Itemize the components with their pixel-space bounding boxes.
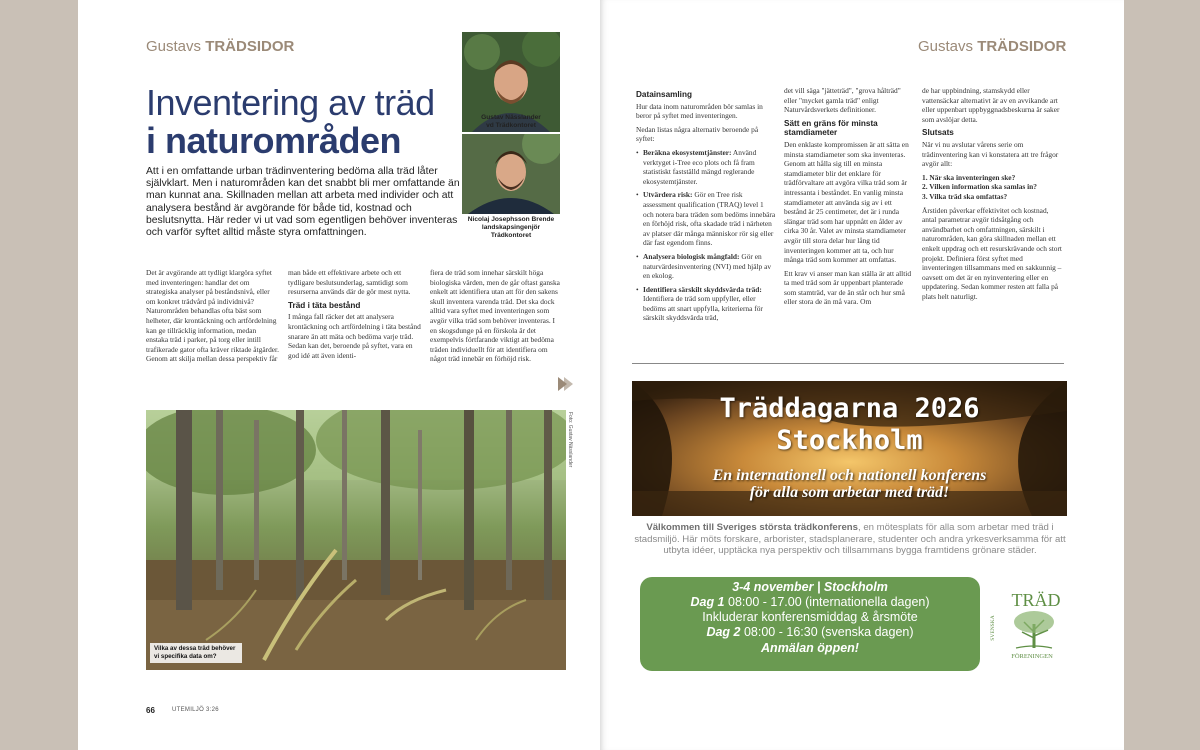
headline-line-2: i naturområden: [146, 120, 402, 161]
photo-caption: Vilka av dessa träd behöver vi specifika data om?: [150, 643, 242, 663]
day-1-extra: Inkluderar konferensmiddag & årsmöte: [702, 610, 918, 624]
event-info-box[interactable]: [640, 577, 980, 671]
right-column-3: de har uppbindning, stamskydd eller vattensäckar alternativt är av en avvikande art eller uppenbart uppbyggnadsbeskurna är saker som avslöjar detta. Slutsats När vi nu avslutar vårens serie om trädinventering kan vi konstatera att tre frågor avgör allt: 1. När ska inventeringen ske? 2. Vilken information ska samlas in? 3. Vilka träd ska omfattas? Årstiden påverkar effektivitet och kostnad, antal parametrar avgör tidsåtgång och användbarhet och omfattningen, särskilt i naturområden, kan göra skillnaden mellan ett enkelt uppdrag och ett resurskrävande och stort projekt. Definiera först syftet med inventeringen tillsammans med en sakkunnig – oavsett om det är en nyinventering eller en uppdatering. Sedan kommer resten att falla på plats helt naturligt.: [922, 86, 1062, 301]
subheading-stamdiameter: Sätt en gräns för minsta stamdiameter: [784, 118, 878, 138]
list-item: • Identifiera särskilt skyddsvärda träd: Identifiera de träd som uppfyller, eller bedöms att snart uppfylla, kriterierna för särskilt skyddsvärda träd,: [636, 285, 776, 323]
section-label-right: Gustavs TRÄDSIDOR: [918, 38, 1067, 55]
page-number: 66: [146, 706, 155, 715]
headline-line-1: Inventering av träd: [146, 82, 435, 123]
signup-link[interactable]: Anmälan öppen!: [761, 641, 859, 655]
divider: [632, 363, 1064, 364]
article-headline: [146, 84, 466, 160]
body-column-3: fiera de träd som innehar särskilt höga biologiska värden, men de går oftast ganska enkelt att identifiera utan att för den sakens skull inventera varenda träd. Det ska dock alltid vara syftet med inventeringen som avgör vilka träd som behöver inventeras. I en skogsdunge på en förskola är det exempelvis förtfarande viktigt att bedöma träden individuellt för att identifiera om något träd innebär en förhöjd risk.: [430, 268, 560, 364]
conference-banner[interactable]: [632, 381, 1067, 516]
day-1-schedule: Dag 1 08:00 - 17.00 (internationella dagen): [690, 595, 930, 609]
svg-text:FÖRENINGEN: FÖRENINGEN: [1011, 653, 1053, 660]
banner-title: Träddagarna 2026 Stockholm: [719, 393, 980, 456]
svenska-tradforeningen-logo-icon: [986, 588, 1066, 662]
list-item: • Beräkna ekosystemtjänster: Använd verktyget i-Tree eco plots och få fram statistiskt fastställd mängd reglerande ekosystemtjänster.: [636, 148, 776, 186]
svg-text:TRÄD: TRÄD: [1011, 590, 1061, 610]
right-column-2: det vill säga "jätteträd", "grova hålträd" eller "mycket gamla träd" enligt Naturvårdsverkets definitioner. Sätt en gräns för minsta stamdiameter Den enklaste kompromissen är att sätta en minsta stamdiameter som ska inventeras. Genom att hålla sig till en minsta stamdiameter blir det enklare för trädförvaltare att avgöra vilka träd som är intressanta i beståndet. En vanlig minsta stamdiameter att använda sig av i ett bestånd är 25 centimeter, det är i runda slängar träd som har uppnått en ålder av cirka 30 år. Valet av minsta stamdiameter avgör till stora delar hur lång tid inventeringen kommer att ta, och hur många träd som kommer att omfattas. Ett krav vi anser man kan ställa är att alltid ta med träd som är uppenbart planterade som stamträd, var de än står och hur små eller stora de än må vara. Om: [784, 86, 912, 307]
author-caption-2: Nicolaj Josephsson Brende landskapsingenjör Trädkontoret: [467, 216, 555, 239]
article-ingress: Att i en omfattande urban trädinventering bedöma alla träd låter självklart. Men i naturområden kan det snabbt bli mer omfattande än man kunnat ana. Skillnaden mellan att arbeta med individer och att analysera bestånd är avgörande för både tid, kostnad och beslutsnytta. Här reder vi ut vad som egentligen behöver inventeras och varför syftet alltid måste styra omfattningen.: [146, 166, 460, 239]
forest-photo: [146, 410, 566, 670]
day-2-schedule: Dag 2 08:00 - 16:30 (svenska dagen): [706, 625, 914, 639]
right-column-1: Datainsamling Hur data inom naturområden bör samlas in beror på syftet med inventeringen. Nedan listas några alternativ beroende på syftet: • Beräkna ekosystemtjänster: Använd verktyget i-Tree eco plots och få fram statistiskt fastställd mängd reglerande ekosystemtjänster. • Utvärdera risk: Gör en Tree risk assessment qualification (TRAQ) level 1 och notera bara träden som bedöms innebära en förhöjd risk, ofta skadade träd i närheten av platser där många människor rör sig eller där fast egendom finns. • Analysera biologisk mångfald: Gör en naturvärdesinventering (NVI) med hjälp av en ekolog. • Identifiera särskilt skyddsvärda träd: Identifiera de träd som uppfyller, eller bedöms att snart uppfylla, kriterierna för särskilt skyddsvärda träd,: [636, 86, 776, 327]
section-label: Gustavs TRÄDSIDOR: [146, 38, 295, 55]
continue-arrow-icon-2: [564, 377, 573, 391]
left-page: [78, 0, 600, 750]
list-item: • Analysera biologisk mångfald: Gör en naturvärdesinventering (NVI) med hjälp av en ekolog.: [636, 252, 776, 281]
list-item: • Utvärdera risk: Gör en Tree risk assessment qualification (TRAQ) level 1 och notera bara träden som bedöms innebära en förhöjd risk, ofta skadade träd i närheten av platser där många människor rör sig eller där fast egendom finns.: [636, 190, 776, 248]
banner-subtitle: En internationell och nationell konferens för alla som arbetar med träd!: [712, 467, 987, 501]
body-column-1: Det är avgörande att tydligt klargöra syftet med inventeringen: handlar det om strategiska analyser på beståndsnivå, eller om konkret trädvård på individnivå? Naturområden behandlas ofta bäst som helheter, där krontäckning och artfördelning kan ge tillräcklig information, medan enstaka träd i parker, på torg eller intill trafikerade gator ofta kräver riktade åtgärder. Genom att skilja mellan dessa perspektiv får: [146, 268, 279, 364]
subheading-trad-i-tata-bestand: Träd i täta bestånd: [288, 300, 361, 310]
event-date: 3-4 november | Stockholm: [732, 580, 888, 594]
body-column-2: man både ett effektivare arbete och ett tydligare beslutsunderlag, samtidigt som resurserna används där de gör mest nytta. Träd i täta bestånd I många fall räcker det att analysera krontäckning och artfördelning i täta bestånd snarare än att mäta och bedöma varje träd. Sedan kan det, beroende på syftet, vara en god idé att även identi-: [288, 268, 421, 360]
welcome-text: Välkommen till Sveriges största trädkonferens, en mötesplats för alla som arbetar med träd i stadsmiljö. Här möts forskare, arborister, stadsplanerare, studenter och andra yrkesverksamma för att utbyta idéer, upptäcka nya perspektiv och tillsammans bygga framtidens grönare städer.: [634, 522, 1066, 556]
right-page: [600, 0, 1124, 750]
subheading-datainsamling: Datainsamling: [636, 90, 692, 99]
subheading-slutsats: Slutsats: [922, 128, 954, 138]
svg-text:SVENSKA: SVENSKA: [990, 615, 996, 641]
author-caption-1: Gustav Nässlander vd Trädkontoret: [481, 114, 541, 129]
alternatives-list: [636, 148, 776, 323]
magazine-issue: UTEMILJÖ 3:26: [172, 707, 219, 713]
photo-credit: Foto: Gustav Nässlander: [567, 412, 573, 468]
